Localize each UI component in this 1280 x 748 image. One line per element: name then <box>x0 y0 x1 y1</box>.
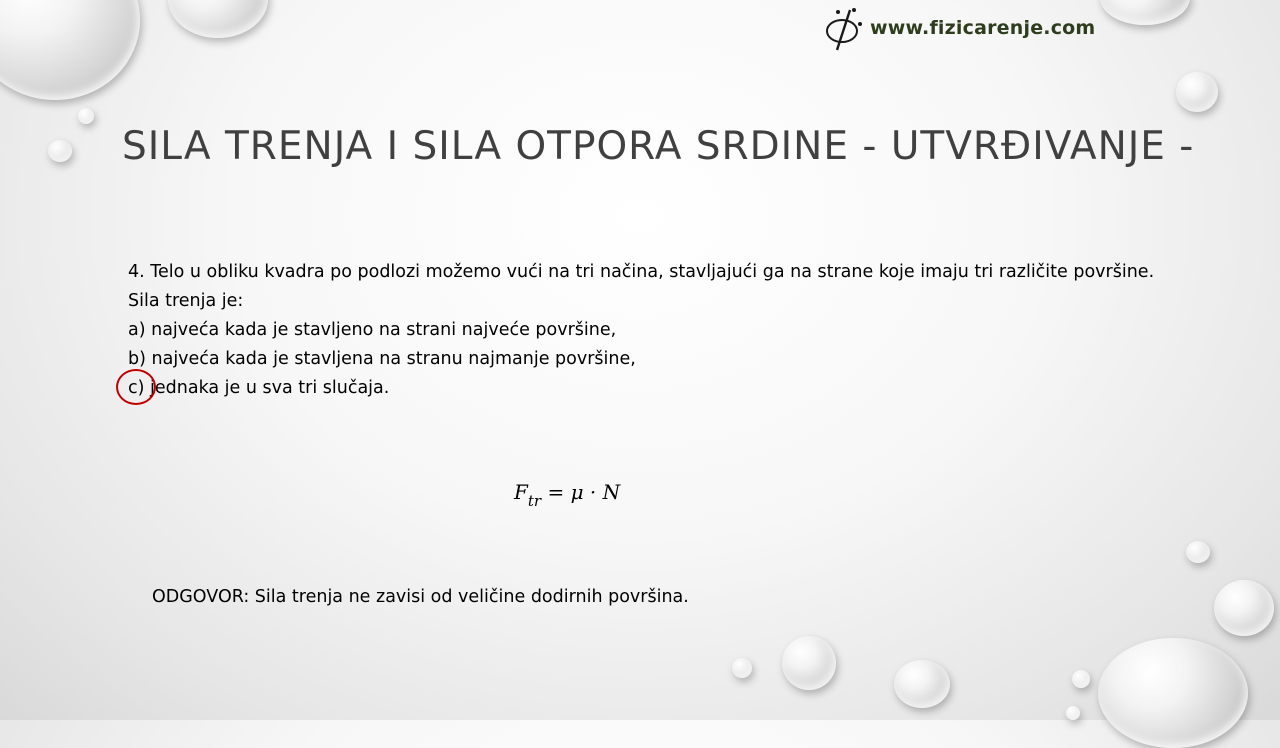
answer-text: ODGOVOR: Sila trenja ne zavisi od veličine dodirnih površina. <box>152 587 689 607</box>
water-drop-decoration <box>1100 0 1190 25</box>
phi-icon <box>824 4 866 52</box>
water-drop-decoration <box>782 636 836 690</box>
formula-symbol: F <box>514 480 528 504</box>
friction-formula <box>514 480 621 510</box>
option-a: a) najveća kada je stavljeno na strani najveće površine, <box>128 320 617 340</box>
water-drop-decoration <box>168 0 268 38</box>
water-drop-decoration <box>1186 541 1210 563</box>
water-drop-decoration <box>1066 706 1080 720</box>
water-drop-decoration <box>0 0 140 100</box>
option-c: c) jednaka je u sva tri slučaja. <box>128 378 390 398</box>
site-logo <box>824 4 1095 52</box>
water-drop-decoration <box>1098 638 1248 748</box>
water-drop-decoration <box>894 660 950 708</box>
formula-subscript: tr <box>527 492 542 510</box>
logo-text: www.fizicarenje.com <box>870 17 1096 39</box>
water-drop-decoration <box>1176 72 1218 112</box>
option-b: b) najveća kada je stavljena na stranu najmanje površine, <box>128 349 636 369</box>
correct-answer-circle <box>116 369 156 405</box>
water-drop-decoration <box>48 140 72 162</box>
water-drop-decoration <box>78 108 94 124</box>
slide-title: SILA TRENJA I SILA OTPORA SRDINE - UTVRĐIVANJE - <box>122 124 1195 169</box>
water-drop-decoration <box>1072 670 1090 688</box>
water-drop-decoration <box>1214 580 1274 636</box>
formula-rhs: = μ · N <box>541 480 621 504</box>
question-block <box>128 258 1158 403</box>
question-text: 4. Telo u obliku kvadra po podlozi možemo vući na tri načina, stavljajući ga na strane koje imaju tri različite površine. Sila trenja je: <box>128 262 1155 311</box>
water-drop-decoration <box>732 658 752 678</box>
